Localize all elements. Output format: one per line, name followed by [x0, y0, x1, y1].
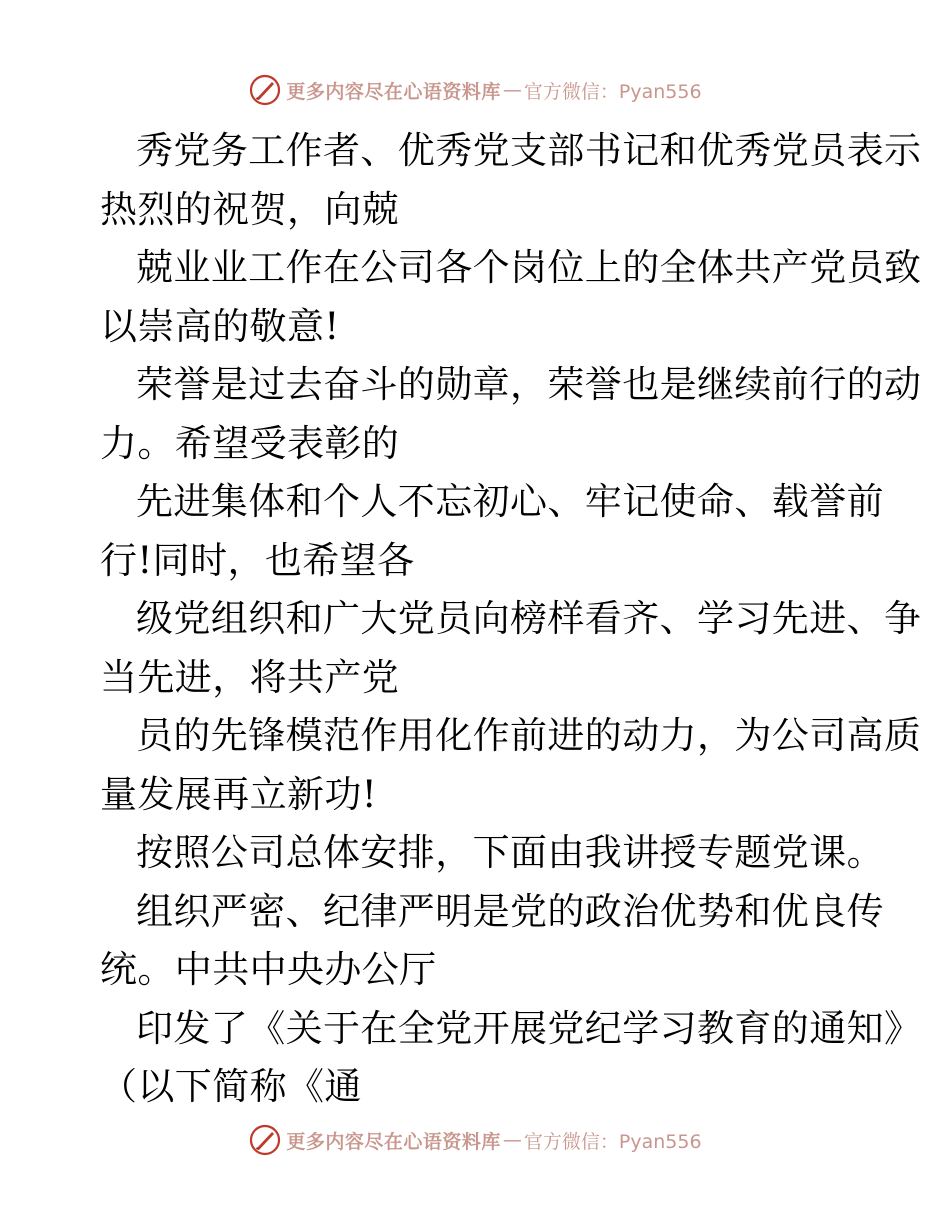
text-line: 按照公司总体安排，下面由我讲授专题党课。: [136, 831, 884, 874]
text-line: 级党组织和广大党员向榜样看齐、学习先进、争: [136, 597, 922, 640]
text-line: 统。中共中央办公厅: [100, 948, 437, 991]
feather-pen-icon: [248, 73, 282, 107]
banner-promo-text: 更多内容尽在心语资料库: [286, 1130, 501, 1153]
text-line: 组织严密、纪律严明是党的政治优势和优良传: [136, 889, 884, 933]
header-banner: [0, 70, 950, 110]
text-line: 员的先锋模范作用化作前进的动力，为公司高质: [136, 714, 922, 757]
text-line: 当先进，将共产党: [100, 655, 400, 699]
text-line: 行!同时，也希望各: [100, 538, 415, 582]
text-line: （以下简称《通: [100, 1065, 362, 1108]
text-line: 力。希望受表彰的: [100, 421, 400, 465]
text-line: 以崇高的敬意!: [100, 304, 340, 348]
feather-pen-icon: [248, 1123, 282, 1157]
text-line: 兢业业工作在公司各个岗位上的全体共产党员致: [136, 246, 922, 289]
banner-separator: —: [502, 79, 522, 101]
text-line: 量发展再立新功!: [100, 772, 378, 816]
text-line: 荣誉是过去奋斗的勋章，荣誉也是继续前行的动: [136, 363, 922, 406]
text-line: 秀党务工作者、优秀党支部书记和优秀党员表示: [136, 129, 922, 172]
footer-banner: [0, 1120, 950, 1160]
text-line: 热烈的祝贺，向兢: [100, 187, 400, 231]
banner-promo-text: 更多内容尽在心语资料库: [286, 80, 501, 103]
banner-separator: —: [502, 1129, 522, 1151]
banner-contact-text: 官方微信：Pyan556: [523, 1130, 702, 1153]
document-body: [100, 122, 922, 1117]
text-line: 先进集体和个人不忘初心、牢记使命、载誉前: [136, 480, 884, 523]
text-line: 印发了《关于在全党开展党纪学习教育的通知》: [136, 1006, 922, 1050]
banner-contact-text: 官方微信：Pyan556: [523, 80, 702, 103]
